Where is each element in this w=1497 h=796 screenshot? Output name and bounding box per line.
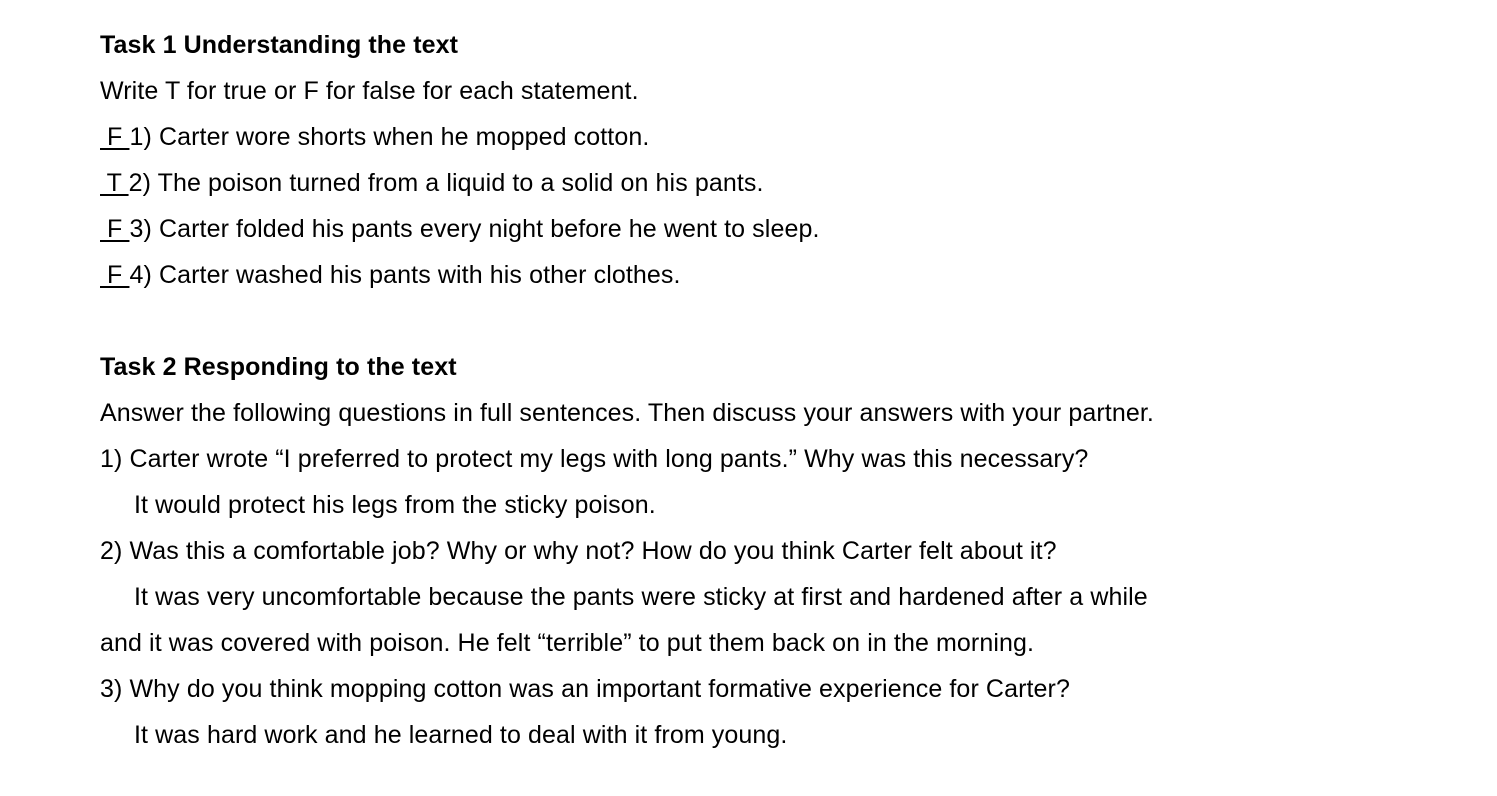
task-2-answer-2-line-1[interactable]: It was very uncomfortable because the pants were sticky at first and hardened after a while [134,583,1148,611]
true-false-answer-3[interactable]: F [100,215,130,243]
task-1-instruction: Write T for true or F for false for each statement. [100,77,639,105]
task-2-section [100,344,1397,758]
task-2-question-1: 1) Carter wrote “I preferred to protect my legs with long pants.” Why was this necessary? [100,445,1089,473]
task-2-heading: Task 2 Responding to the text [100,353,457,381]
task-2-answer-1-line-1[interactable]: It would protect his legs from the sticky poison. [134,491,656,519]
true-false-statement-4: 4) Carter washed his pants with his other clothes. [129,261,681,289]
section-spacer [100,298,1397,344]
true-false-answer-4[interactable]: F [100,261,130,289]
true-false-item [100,252,1397,298]
task-1-section [100,22,1397,298]
true-false-answer-1[interactable]: F [100,123,130,151]
true-false-statement-3: 3) Carter folded his pants every night before he went to sleep. [129,215,820,243]
task-2-question-2: 2) Was this a comfortable job? Why or why not? How do you think Carter felt about it? [100,537,1057,565]
task-2-answer-3-line-1[interactable]: It was hard work and he learned to deal with it from young. [134,721,788,749]
true-false-statement-1: 1) Carter wore shorts when he mopped cotton. [129,123,650,151]
task-1-heading: Task 1 Understanding the text [100,31,459,59]
true-false-item [100,160,1397,206]
task-2-question-3: 3) Why do you think mopping cotton was an important formative experience for Carter? [100,675,1070,703]
task-2-answer-2-line-2[interactable]: and it was covered with poison. He felt “terrible” to put them back on in the morning. [100,629,1035,657]
true-false-item [100,114,1397,160]
task-2-instruction: Answer the following questions in full sentences. Then discuss your answers with your partner. [100,399,1154,427]
true-false-answer-2[interactable]: T [100,169,129,197]
true-false-statement-2: 2) The poison turned from a liquid to a solid on his pants. [128,169,764,197]
true-false-item [100,206,1397,252]
